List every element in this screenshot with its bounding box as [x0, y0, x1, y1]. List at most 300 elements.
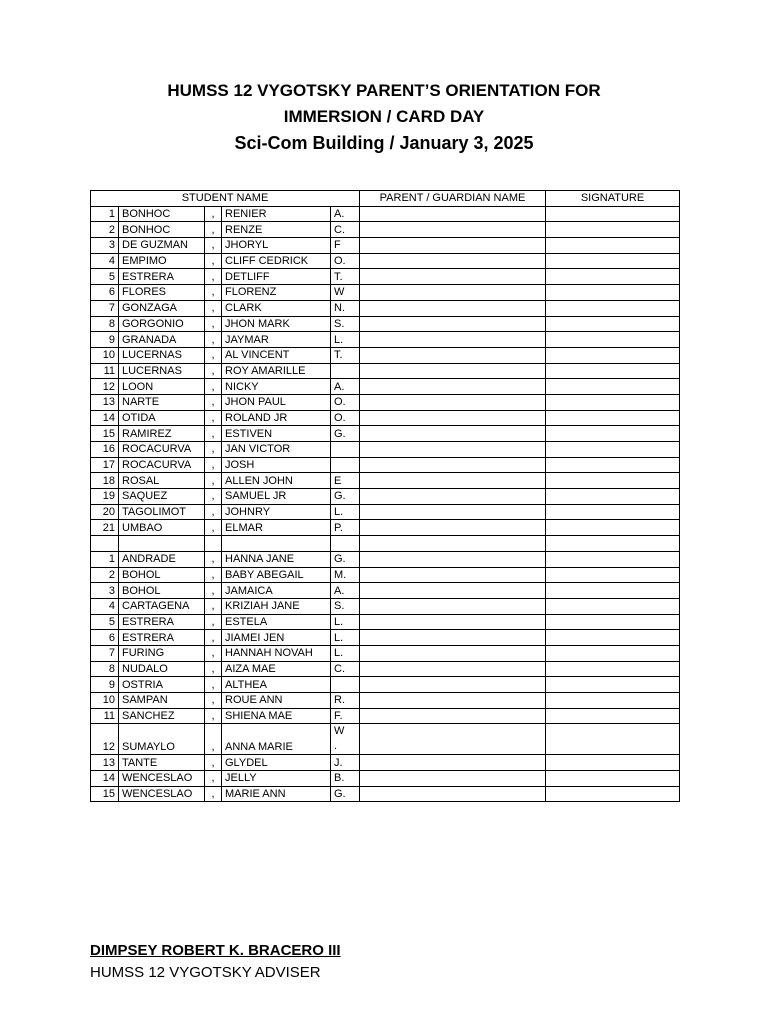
signature-cell [546, 724, 680, 755]
last-name: WENCESLAO [119, 786, 205, 802]
last-name: SUMAYLO [119, 724, 205, 755]
table-row [91, 724, 680, 755]
row-number: 1 [91, 551, 119, 567]
table-row [91, 786, 680, 802]
table-row [91, 473, 680, 489]
signature-cell [546, 394, 680, 410]
last-name: TANTE [119, 755, 205, 771]
name-separator: , [205, 222, 222, 238]
table-row [91, 457, 680, 473]
parent-guardian-cell [360, 316, 546, 332]
signature-cell [546, 410, 680, 426]
name-separator: , [205, 457, 222, 473]
first-name: DETLIFF [222, 269, 331, 285]
first-name: SHIENA MAE [222, 708, 331, 724]
signature-cell [546, 708, 680, 724]
first-name: JHON MARK [222, 316, 331, 332]
parent-guardian-cell [360, 473, 546, 489]
signature-cell [546, 614, 680, 630]
table-row [91, 661, 680, 677]
middle-initial: A. [331, 206, 360, 222]
last-name: NARTE [119, 394, 205, 410]
row-number: 12 [91, 724, 119, 755]
last-name: FLORES [119, 285, 205, 301]
last-name: ROSAL [119, 473, 205, 489]
first-name: NICKY [222, 379, 331, 395]
name-separator: , [205, 724, 222, 755]
row-number: 11 [91, 363, 119, 379]
signature-cell [546, 332, 680, 348]
row-number: 15 [91, 786, 119, 802]
name-separator: , [205, 206, 222, 222]
row-number: 16 [91, 442, 119, 458]
first-name: MARIE ANN [222, 786, 331, 802]
last-name: OSTRIA [119, 677, 205, 693]
row-number: 13 [91, 755, 119, 771]
name-separator: , [205, 473, 222, 489]
table-row [91, 598, 680, 614]
first-name: CLIFF CEDRICK [222, 253, 331, 269]
first-name: JIAMEI JEN [222, 630, 331, 646]
name-separator: , [205, 504, 222, 520]
row-number: 1 [91, 206, 119, 222]
middle-initial: O. [331, 410, 360, 426]
middle-initial: M. [331, 567, 360, 583]
parent-guardian-cell [360, 206, 546, 222]
signature-cell [546, 583, 680, 599]
signature-cell [546, 347, 680, 363]
first-name: ESTELA [222, 614, 331, 630]
parent-guardian-cell [360, 410, 546, 426]
row-number: 3 [91, 238, 119, 254]
middle-initial: O. [331, 253, 360, 269]
row-number: 4 [91, 598, 119, 614]
row-number: 7 [91, 645, 119, 661]
row-number: 3 [91, 583, 119, 599]
row-number: 5 [91, 269, 119, 285]
name-separator: , [205, 347, 222, 363]
first-name: FLORENZ [222, 285, 331, 301]
parent-guardian-cell [360, 661, 546, 677]
last-name: CARTAGENA [119, 598, 205, 614]
adviser-title: HUMSS 12 VYGOTSKY ADVISER [90, 964, 321, 981]
last-name: FURING [119, 645, 205, 661]
first-name: SAMUEL JR [222, 489, 331, 505]
table-row [91, 442, 680, 458]
name-separator: , [205, 253, 222, 269]
table-row [91, 363, 680, 379]
first-name: ESTIVEN [222, 426, 331, 442]
name-separator: , [205, 755, 222, 771]
parent-guardian-cell [360, 786, 546, 802]
table-row [91, 567, 680, 583]
last-name: GRANADA [119, 332, 205, 348]
row-number: 2 [91, 222, 119, 238]
signature-cell [546, 379, 680, 395]
last-name: BONHOC [119, 222, 205, 238]
last-name: ROCACURVA [119, 442, 205, 458]
parent-guardian-cell [360, 724, 546, 755]
table-row [91, 285, 680, 301]
table-row [91, 206, 680, 222]
signature-cell [546, 755, 680, 771]
middle-initial: W [331, 285, 360, 301]
blank-cell [331, 536, 360, 552]
title-line-2: IMMERSION / CARD DAY [283, 107, 485, 126]
first-name: RENZE [222, 222, 331, 238]
row-number: 7 [91, 300, 119, 316]
row-number: 10 [91, 347, 119, 363]
last-name: NUDALO [119, 661, 205, 677]
table-row [91, 253, 680, 269]
parent-guardian-cell [360, 426, 546, 442]
row-number: 8 [91, 316, 119, 332]
venue-date: Sci-Com Building / January 3, 2025 [234, 133, 534, 153]
blank-cell [119, 536, 205, 552]
signature-cell [546, 677, 680, 693]
table-row [91, 347, 680, 363]
row-number: 10 [91, 693, 119, 709]
last-name: SAQUEZ [119, 489, 205, 505]
name-separator: , [205, 630, 222, 646]
table-row [91, 771, 680, 787]
parent-guardian-cell [360, 755, 546, 771]
row-number: 2 [91, 567, 119, 583]
signature-cell [546, 300, 680, 316]
parent-guardian-cell [360, 238, 546, 254]
middle-initial: L. [331, 332, 360, 348]
name-separator: , [205, 489, 222, 505]
last-name: GORGONIO [119, 316, 205, 332]
name-separator: , [205, 394, 222, 410]
roster-body [91, 206, 680, 802]
last-name: LOON [119, 379, 205, 395]
middle-initial: G. [331, 489, 360, 505]
name-separator: , [205, 551, 222, 567]
signature-cell [546, 253, 680, 269]
first-name: JOSH [222, 457, 331, 473]
first-name: JAMAICA [222, 583, 331, 599]
signature-cell [546, 285, 680, 301]
row-number: 20 [91, 504, 119, 520]
signature-cell [546, 567, 680, 583]
name-separator: , [205, 677, 222, 693]
name-separator: , [205, 426, 222, 442]
signature-cell [546, 222, 680, 238]
parent-guardian-cell [360, 379, 546, 395]
parent-guardian-header: PARENT / GUARDIAN NAME [360, 191, 546, 207]
last-name: LUCERNAS [119, 363, 205, 379]
parent-guardian-cell [360, 489, 546, 505]
signature-cell [546, 771, 680, 787]
first-name: BABY ABEGAIL [222, 567, 331, 583]
middle-initial [331, 442, 360, 458]
signature-cell [546, 473, 680, 489]
name-separator: , [205, 300, 222, 316]
name-separator: , [205, 786, 222, 802]
first-name: AIZA MAE [222, 661, 331, 677]
parent-guardian-cell [360, 645, 546, 661]
middle-initial: G. [331, 426, 360, 442]
name-separator: , [205, 410, 222, 426]
table-header-row [91, 191, 680, 207]
parent-guardian-cell [360, 567, 546, 583]
row-number: 17 [91, 457, 119, 473]
first-name: RENIER [222, 206, 331, 222]
parent-guardian-cell [360, 347, 546, 363]
middle-initial: C. [331, 222, 360, 238]
row-number: 6 [91, 285, 119, 301]
signature-header: SIGNATURE [546, 191, 680, 207]
first-name: ROUE ANN [222, 693, 331, 709]
parent-guardian-cell [360, 442, 546, 458]
first-name: JOHNRY [222, 504, 331, 520]
last-name: ESTRERA [119, 269, 205, 285]
table-row [91, 677, 680, 693]
last-name: BOHOL [119, 567, 205, 583]
row-number: 8 [91, 661, 119, 677]
first-name: ROLAND JR [222, 410, 331, 426]
last-name: TAGOLIMOT [119, 504, 205, 520]
parent-guardian-cell [360, 614, 546, 630]
parent-guardian-cell [360, 332, 546, 348]
table-row [91, 489, 680, 505]
signature-cell [546, 269, 680, 285]
first-name: ALTHEA [222, 677, 331, 693]
signature-cell [546, 598, 680, 614]
middle-initial [331, 363, 360, 379]
last-name: SAMPAN [119, 693, 205, 709]
middle-initial [331, 677, 360, 693]
row-number: 18 [91, 473, 119, 489]
row-number: 14 [91, 771, 119, 787]
last-name: ESTRERA [119, 630, 205, 646]
first-name: ALLEN JOHN [222, 473, 331, 489]
signature-cell [546, 630, 680, 646]
middle-initial: L. [331, 504, 360, 520]
table-row [91, 332, 680, 348]
middle-initial: B. [331, 771, 360, 787]
middle-initial: S. [331, 598, 360, 614]
first-name: ANNA MARIE [222, 724, 331, 755]
blank-cell [91, 536, 119, 552]
table-row [91, 583, 680, 599]
table-row [91, 645, 680, 661]
signature-cell [546, 661, 680, 677]
parent-guardian-cell [360, 457, 546, 473]
middle-initial: L. [331, 614, 360, 630]
attendance-table [90, 190, 680, 802]
name-separator: , [205, 708, 222, 724]
table-row [91, 394, 680, 410]
middle-initial: E [331, 473, 360, 489]
row-number: 5 [91, 614, 119, 630]
name-separator: , [205, 520, 222, 536]
table-row [91, 410, 680, 426]
middle-initial: F. [331, 708, 360, 724]
row-number: 19 [91, 489, 119, 505]
name-separator: , [205, 363, 222, 379]
last-name: RAMIREZ [119, 426, 205, 442]
middle-initial: P. [331, 520, 360, 536]
name-separator: , [205, 645, 222, 661]
first-name: HANNA JANE [222, 551, 331, 567]
name-separator: , [205, 442, 222, 458]
parent-guardian-cell [360, 630, 546, 646]
middle-initial: C. [331, 661, 360, 677]
table-row [91, 316, 680, 332]
parent-guardian-cell [360, 504, 546, 520]
first-name: GLYDEL [222, 755, 331, 771]
first-name: HANNAH NOVAH [222, 645, 331, 661]
signature-cell [546, 442, 680, 458]
parent-guardian-cell [360, 222, 546, 238]
signature-cell [546, 206, 680, 222]
signature-cell [546, 504, 680, 520]
table-row [91, 222, 680, 238]
parent-guardian-cell [360, 520, 546, 536]
signature-cell [546, 238, 680, 254]
last-name: SANCHEZ [119, 708, 205, 724]
name-separator: , [205, 332, 222, 348]
parent-guardian-cell [360, 677, 546, 693]
parent-guardian-cell [360, 363, 546, 379]
middle-initial: L. [331, 645, 360, 661]
row-number: 21 [91, 520, 119, 536]
row-number: 12 [91, 379, 119, 395]
table-row [91, 504, 680, 520]
last-name: OTIDA [119, 410, 205, 426]
signature-cell [546, 363, 680, 379]
first-name: ELMAR [222, 520, 331, 536]
first-name: JHORYL [222, 238, 331, 254]
row-number: 14 [91, 410, 119, 426]
middle-initial: J. [331, 755, 360, 771]
blank-cell [360, 536, 546, 552]
parent-guardian-cell [360, 583, 546, 599]
blank-cell [205, 536, 222, 552]
table-row [91, 520, 680, 536]
name-separator: , [205, 269, 222, 285]
parent-guardian-cell [360, 551, 546, 567]
name-separator: , [205, 771, 222, 787]
signature-cell [546, 316, 680, 332]
signature-cell [546, 457, 680, 473]
last-name: ROCACURVA [119, 457, 205, 473]
first-name: KRIZIAH JANE [222, 598, 331, 614]
middle-initial: W . [331, 724, 360, 755]
signature-cell [546, 489, 680, 505]
table-row [91, 630, 680, 646]
table-row [91, 614, 680, 630]
signature-cell [546, 520, 680, 536]
middle-initial: O. [331, 394, 360, 410]
signature-cell [546, 426, 680, 442]
last-name: ANDRADE [119, 551, 205, 567]
middle-initial: G. [331, 786, 360, 802]
student-name-header: STUDENT NAME [91, 191, 360, 207]
table-row [91, 551, 680, 567]
last-name: ESTRERA [119, 614, 205, 630]
row-number: 11 [91, 708, 119, 724]
middle-initial: F [331, 238, 360, 254]
table-row [91, 708, 680, 724]
middle-initial: S. [331, 316, 360, 332]
parent-guardian-cell [360, 771, 546, 787]
last-name: WENCESLAO [119, 771, 205, 787]
parent-guardian-cell [360, 269, 546, 285]
parent-guardian-cell [360, 285, 546, 301]
name-separator: , [205, 661, 222, 677]
middle-initial: N. [331, 300, 360, 316]
blank-cell [546, 536, 680, 552]
table-row [91, 300, 680, 316]
name-separator: , [205, 567, 222, 583]
name-separator: , [205, 285, 222, 301]
parent-guardian-cell [360, 300, 546, 316]
signature-cell [546, 786, 680, 802]
table-row [91, 755, 680, 771]
last-name: BONHOC [119, 206, 205, 222]
first-name: JAN VICTOR [222, 442, 331, 458]
last-name: EMPIMO [119, 253, 205, 269]
middle-initial: L. [331, 630, 360, 646]
first-name: CLARK [222, 300, 331, 316]
name-separator: , [205, 583, 222, 599]
blank-separator-row [91, 536, 680, 552]
name-separator: , [205, 379, 222, 395]
first-name: ROY AMARILLE [222, 363, 331, 379]
middle-initial: T. [331, 347, 360, 363]
name-separator: , [205, 238, 222, 254]
title-line-1: HUMSS 12 VYGOTSKY PARENT’S ORIENTATION FOR [167, 81, 601, 100]
row-number: 13 [91, 394, 119, 410]
last-name: BOHOL [119, 583, 205, 599]
parent-guardian-cell [360, 708, 546, 724]
first-name: JELLY [222, 771, 331, 787]
row-number: 4 [91, 253, 119, 269]
parent-guardian-cell [360, 598, 546, 614]
row-number: 6 [91, 630, 119, 646]
table-row [91, 238, 680, 254]
name-separator: , [205, 693, 222, 709]
middle-initial [331, 457, 360, 473]
table-row [91, 693, 680, 709]
signature-cell [546, 551, 680, 567]
blank-cell [222, 536, 331, 552]
last-name: LUCERNAS [119, 347, 205, 363]
first-name: AL VINCENT [222, 347, 331, 363]
middle-initial: A. [331, 583, 360, 599]
signature-cell [546, 693, 680, 709]
name-separator: , [205, 614, 222, 630]
last-name: UMBAO [119, 520, 205, 536]
row-number: 9 [91, 677, 119, 693]
last-name: DE GUZMAN [119, 238, 205, 254]
first-name: JAYMAR [222, 332, 331, 348]
table-row [91, 379, 680, 395]
first-name: JHON PAUL [222, 394, 331, 410]
parent-guardian-cell [360, 253, 546, 269]
adviser-name: DIMPSEY ROBERT K. BRACERO III [90, 942, 341, 959]
table-row [91, 426, 680, 442]
middle-initial: A. [331, 379, 360, 395]
middle-initial: G. [331, 551, 360, 567]
middle-initial: R. [331, 693, 360, 709]
parent-guardian-cell [360, 693, 546, 709]
signature-cell [546, 645, 680, 661]
table-row [91, 269, 680, 285]
